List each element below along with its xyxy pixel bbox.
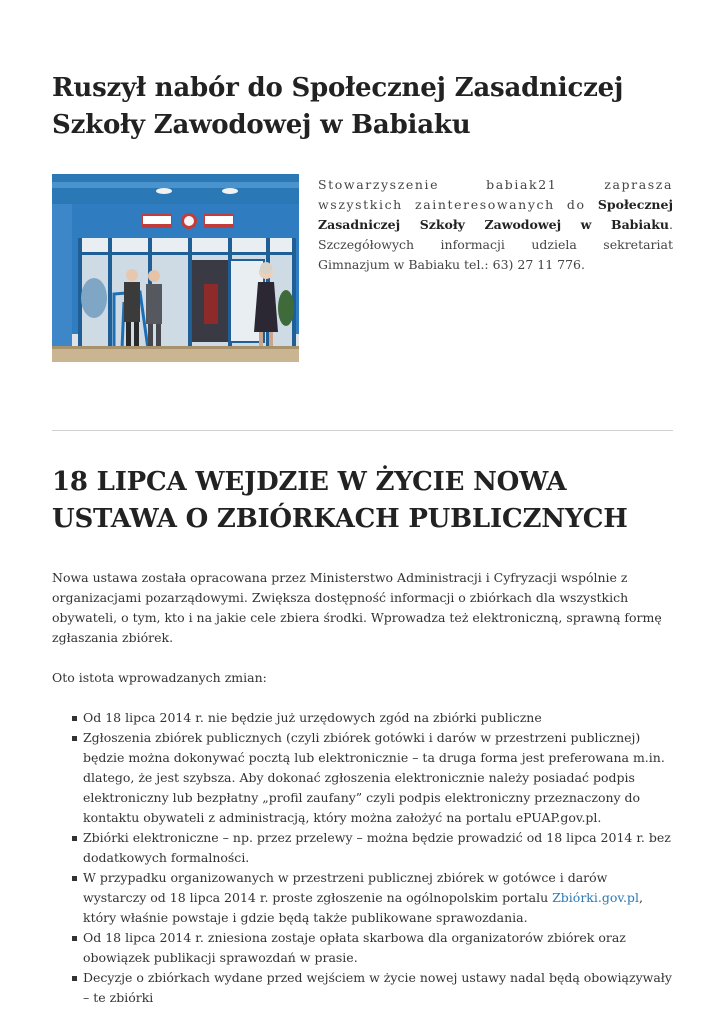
article-paragraph: Nowa ustawa została opracowana przez Ministerstwo Administracji i Cyfryzacji wspólnie z organizacjami pozarządowymi. Zwiększa dostępność informacji o zbiórkach dla wszystkich obywateli, o tym, kto i na jakie cele zbiera środki. Wprowadza też elektroniczną, sprawną formę zgłaszania zbiórek. <box>52 570 662 645</box>
list-item: Decyzje o zbiórkach wydane przed wejściem w życie nowej ustawy nadal będą obowiązywały – te zbiórki <box>83 968 673 1008</box>
list-item: W przypadku organizowanych w przestrzeni publicznej zbiórek w gotówce i darów wystarczy od 18 lipca 2014 r. proste zgłoszenie na ogólnopolskim portalu Zbiórki.gov.pl, który właśnie powstaje i gdzie będą także publikowane sprawozdania. <box>83 868 673 928</box>
zbiorki-portal-link[interactable]: Zbiórki.gov.pl <box>552 890 639 905</box>
article-title[interactable]: 18 LIPCA WEJDZIE W ŻYCIE NOWA USTAWA O ZBIÓRKACH PUBLICZNYCH <box>52 467 628 534</box>
list-item: Od 18 lipca 2014 r. nie będzie już urzędowych zgód na zbiórki publiczne <box>83 708 673 728</box>
list-item: Zbiórki elektroniczne – np. przez przelewy – można będzie prowadzić od 18 lipca 2014 r. bez dodatkowych formalności. <box>83 828 673 868</box>
school-name: Społecznej Zasadniczej Szkoły Zawodowej w Babiaku <box>318 197 673 232</box>
school-entrance-photo[interactable] <box>52 174 299 362</box>
list-item: Od 18 lipca 2014 r. zniesiona zostaje opłata skarbowa dla organizatorów zbiórek oraz obowiązek publikacji sprawozdań w prasie. <box>83 928 673 968</box>
article-paragraph: Oto istota wprowadzanych zmian: <box>52 670 267 685</box>
list-item: Zgłoszenia zbiórek publicznych (czyli zbiórek gotówki i darów w przestrzeni publicznej) będzie można dokonywać pocztą lub elektronicznie – ta druga forma jest preferowana m.in. dlatego, że jest szybsza. Aby dokonać zgłoszenia elektronicznie należy posiadać podpis elektroniczny lub bezpłatny „profil zaufany” czyli podpis elektroniczny przeznaczony do kontaktu obywateli z administracją, który można założyć na portalu ePUAP.gov.pl. <box>83 728 673 828</box>
article-body <box>52 174 673 364</box>
article-public-collections <box>52 464 673 1008</box>
article-school-recruitment <box>52 70 673 364</box>
article-divider <box>52 430 673 431</box>
changes-list <box>52 708 673 1008</box>
article-intro: Stowarzyszenie babiak21 zaprasza wszystkich zainteresowanych do Społecznej Zasadniczej Szkoły Zawodowej w Babiaku. Szczegółowych informacji udziela sekretariat Gimnazjum w Babiaku tel.: 63) 27 11 776. <box>318 177 673 272</box>
article-title[interactable]: Ruszył nabór do Społecznej Zasadniczej Szkoły Zawodowej w Babiaku <box>52 73 624 140</box>
